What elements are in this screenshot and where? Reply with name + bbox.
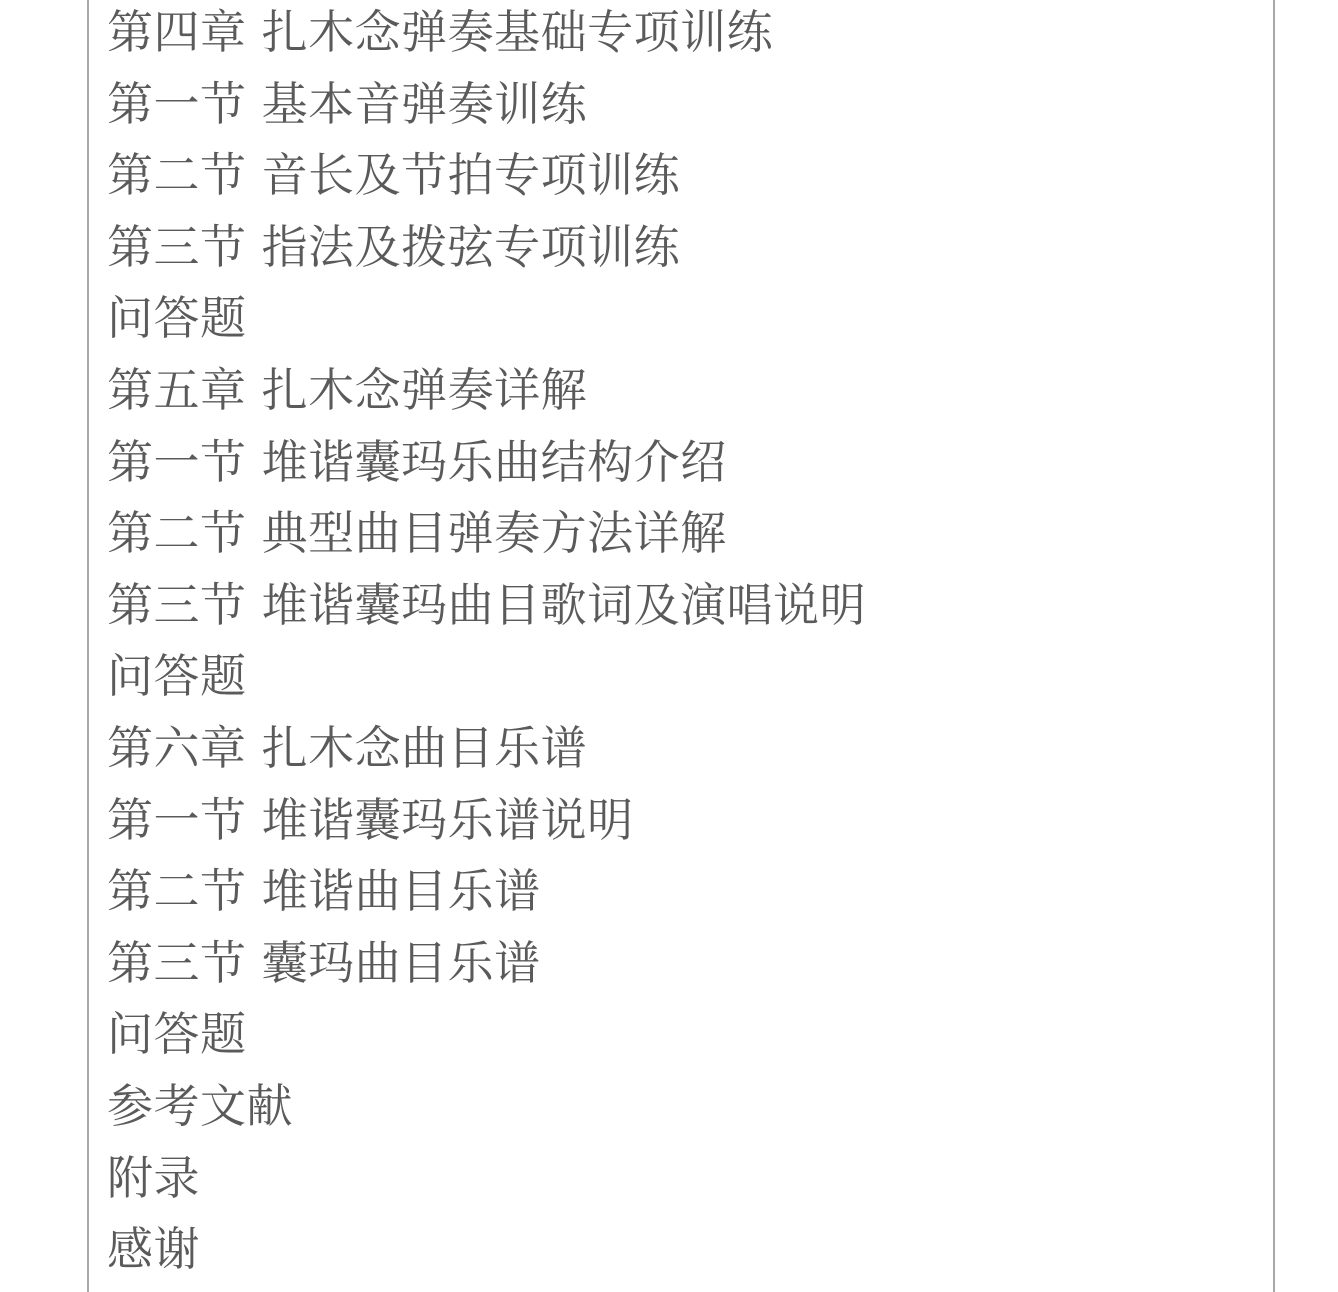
toc-section: 第二节 音长及节拍专项训练 [107,148,681,203]
toc-acknowledgements: 感谢 [107,1222,200,1277]
toc-section: 第二节 堆谐曲目乐谱 [107,864,541,919]
toc-questions: 问答题 [107,291,247,346]
toc-chapter-6: 第六章 扎木念曲目乐谱 [107,720,588,775]
toc-frame [87,0,1275,1292]
toc-questions: 问答题 [107,649,247,704]
table-of-contents [107,0,866,1289]
toc-chapter-5: 第五章 扎木念弹奏详解 [107,362,588,417]
toc-references: 参考文献 [107,1078,293,1133]
toc-section: 第二节 典型曲目弹奏方法详解 [107,506,727,561]
toc-questions: 问答题 [107,1007,247,1062]
toc-appendix: 附录 [107,1150,200,1205]
toc-section: 第三节 堆谐囊玛曲目歌词及演唱说明 [107,577,867,632]
toc-section: 第三节 指法及拨弦专项训练 [107,219,681,274]
toc-chapter-4: 第四章 扎木念弹奏基础专项训练 [107,5,774,59]
toc-section: 第一节 基本音弹奏训练 [107,76,588,131]
toc-section: 第三节 囊玛曲目乐谱 [107,935,541,990]
toc-section: 第一节 堆谐囊玛乐曲结构介绍 [107,434,727,489]
toc-section: 第一节 堆谐囊玛乐谱说明 [107,792,634,847]
